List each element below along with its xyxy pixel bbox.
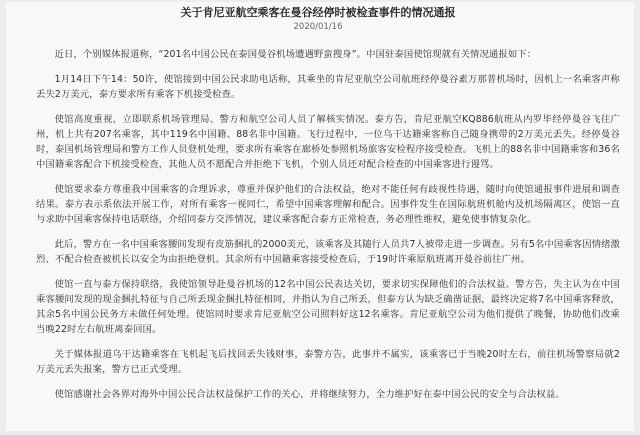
paragraph-2: 1月14日下午14：50许，使馆接到中国公民求助电话称，其乘坐的肯尼亚航空公司航班经停曼谷素万那普机场时，因机上一名乘客声称丢失2万美元，泰方要求所有乘客下机接受检查。 [36,74,620,100]
paragraph-4: 使馆要求泰方尊重我中国乘客的合理诉求，尊重并保护他们的合法权益，绝对不能任何有歧视性待遇，随时向使馆通报事件进展和调查结果。泰方表示系依法开展工作，对所有乘客一视同仁，希望中国乘客理解和配合。因事件发生在国际航班机舱内及机场隔离区，使馆一直与求助中国乘客保持电话联络，介绍同泰方交涉情况，建议乘客配合泰方正常检查，务必理性维权，避免使事情复杂化。 [36,184,620,225]
paragraph-5: 此后，警方在一名中国乘客腰间发现有皮筋捆扎的2000美元，该乘客及其随行人员共7人被带走进一步调查。另有5名中国乘客因情绪激烈、不配合检查被机长以安全为由拒绝登机。其余所有中国籍乘客接受检查后，于19时许乘原航班离开曼谷前往广州。 [36,239,621,265]
paragraph-3: 使馆高度重视，立即联系机场管理局、警方和航空公司人员了解核实情况。泰方告，肯尼亚航空KQ886航班从内罗毕经停曼谷飞往广州，机上共有207名乘客，其中119名中国籍、88名非中国籍。飞行过程中，一位乌干达籍乘客称自己随身携带的2万美元丢失。经停曼谷时，泰国机场管理局和警方工作人员登机处理，要求所有乘客在廊桥处参照机场旅客安检程序接受检查。飞机上的88名非中国籍乘客和36名中国籍乘客配合下机接受检查，其他人员不愿配合并拒绝下飞机，个别人员还对配合检查的中国乘客进行谩骂。 [36,114,620,170]
document-title: 关于肯尼亚航空乘客在曼谷经停时被检查事件的情况通报 [180,6,456,19]
paragraph-7: 关于媒体报道乌干达籍乘客在飞机起飞后找回丢失钱财事，泰警方告，此事并不属实，该乘客已于当晚20时左右，前往机场警察局就2万美元丢失报案，警方已正式受理。 [36,349,620,375]
notice-document [6,2,634,431]
document-date: 2020/01/16 [293,22,343,32]
paragraph-6: 使馆一直与泰方保持联络，我使馆领导赴曼谷机场的12名中国公民表达关切，要求切实保障他们的合法权益。警方告，失主认为在中国乘客腰间发现的现金捆扎特征与自己所丢现金捆扎特征相同，并指认为自己所丢，但泰方认为缺乏确凿证据，最终决定将7名中国乘客释放，其余5名中国公民务方未做任何处理。使馆同时要求肯尼亚航空公司照料好这12名乘客。肯尼亚航空公司为他们提供了晚餐，协助他们改乘当晚22时左右航班离泰回国。 [36,279,620,335]
paragraph-8: 使馆感谢社会各界对海外中国公民合法权益保护工作的关心，并将继续努力，全力维护好在泰中国公民的安全与合法权益。 [54,389,565,400]
paragraph-1: 近日，个别媒体报道称，“201名中国公民在泰国曼谷机场遭遇野蛮搜身”。中国驻泰国使馆现就有关情况通报如下： [54,49,537,60]
